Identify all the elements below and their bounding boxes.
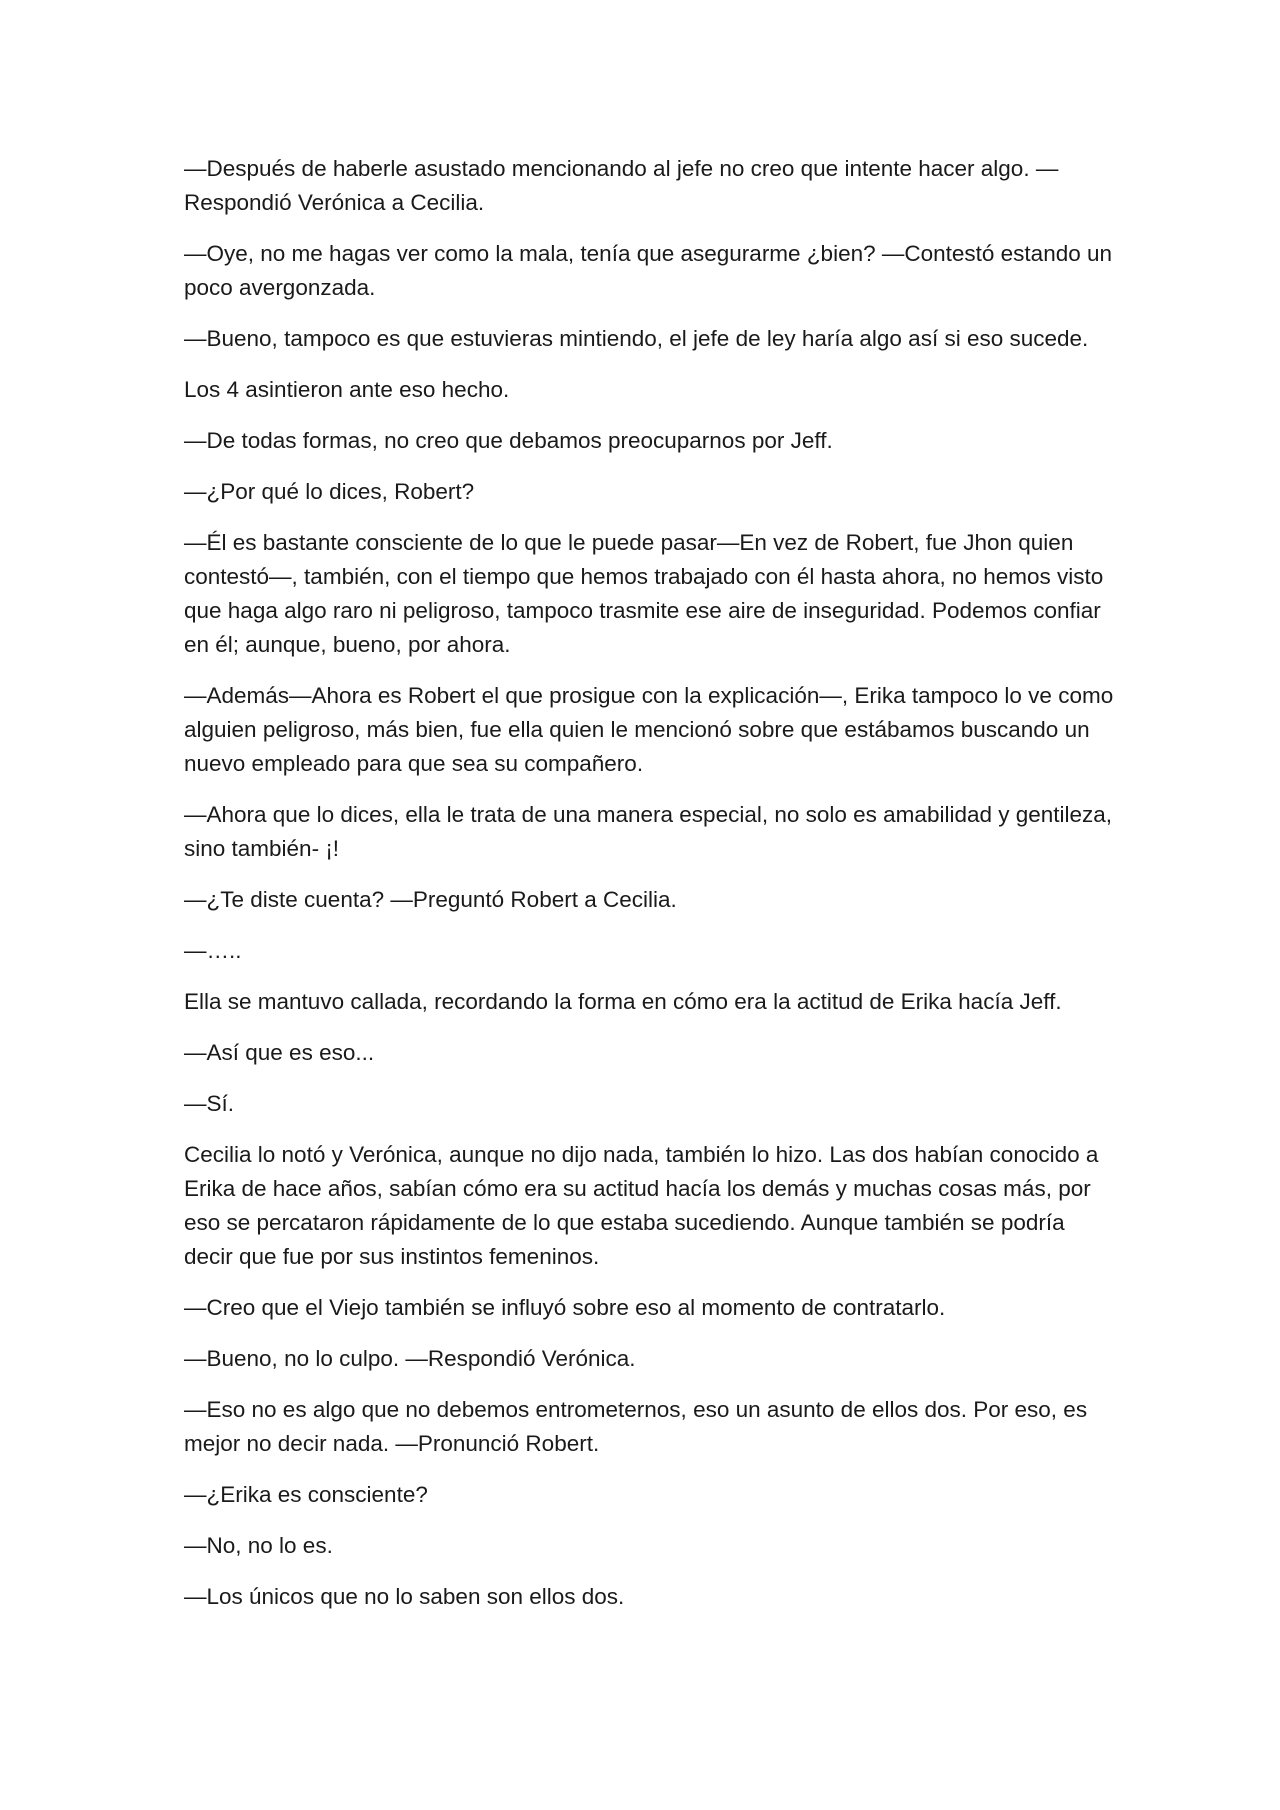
paragraph: —Creo que el Viejo también se influyó sobre eso al momento de contratarlo. [184,1295,946,1320]
paragraph: Cecilia lo notó y Verónica, aunque no dijo nada, también lo hizo. Las dos habían conocido a Erika de hace años, sabían cómo era su actitud hacía los demás y muchas cosas más, por eso se percataron rápidamente de lo que estaba sucediendo. Aunque también se podría decir que fue por sus instintos femeninos. [184,1142,1099,1269]
paragraph: Los 4 asintieron ante eso hecho. [184,377,510,402]
paragraph: —Él es bastante consciente de lo que le puede pasar—En vez de Robert, fue Jhon quien contestó—, también, con el tiempo que hemos trabajado con él hasta ahora, no hemos visto que haga algo raro ni peligroso, tampoco trasmite ese aire de inseguridad. Podemos confiar en él; aunque, bueno, por ahora. [184,530,1104,657]
paragraph: —Los únicos que no lo saben son ellos dos. [184,1584,625,1609]
paragraph: —Bueno, tampoco es que estuvieras mintiendo, el jefe de ley haría algo así si eso sucede. [184,326,1089,351]
paragraph: —Sí. [184,1091,235,1116]
paragraph: —Bueno, no lo culpo. —Respondió Verónica. [184,1346,636,1371]
paragraph: —¿Te diste cuenta? —Preguntó Robert a Cecilia. [184,887,677,912]
paragraph: —Así que es eso... [184,1040,375,1065]
paragraph: —Oye, no me hagas ver como la mala, tenía que asegurarme ¿bien? —Contestó estando un poco avergonzada. [184,241,1113,300]
paragraph: —Después de haberle asustado mencionando al jefe no creo que intente hacer algo. —Respondió Verónica a Cecilia. [184,156,1059,215]
paragraph: —Eso no es algo que no debemos entrometernos, eso un asunto de ellos dos. Por eso, es mejor no decir nada. —Pronunció Robert. [184,1397,1088,1456]
document-body [184,152,1114,1631]
paragraph: —No, no lo es. [184,1533,333,1558]
paragraph: —Ahora que lo dices, ella le trata de una manera especial, no solo es amabilidad y gentileza, sino también- ¡! [184,802,1113,861]
paragraph: —¿Erika es consciente? [184,1482,428,1507]
paragraph: —¿Por qué lo dices, Robert? [184,479,475,504]
paragraph: —De todas formas, no creo que debamos preocuparnos por Jeff. [184,428,833,453]
paragraph: Ella se mantuvo callada, recordando la forma en cómo era la actitud de Erika hacía Jeff. [184,989,1062,1014]
paragraph: —….. [184,938,242,963]
paragraph: —Además—Ahora es Robert el que prosigue con la explicación—, Erika tampoco lo ve como alguien peligroso, más bien, fue ella quien le mencionó sobre que estábamos buscando un nuevo empleado para que sea su compañero. [184,683,1114,776]
